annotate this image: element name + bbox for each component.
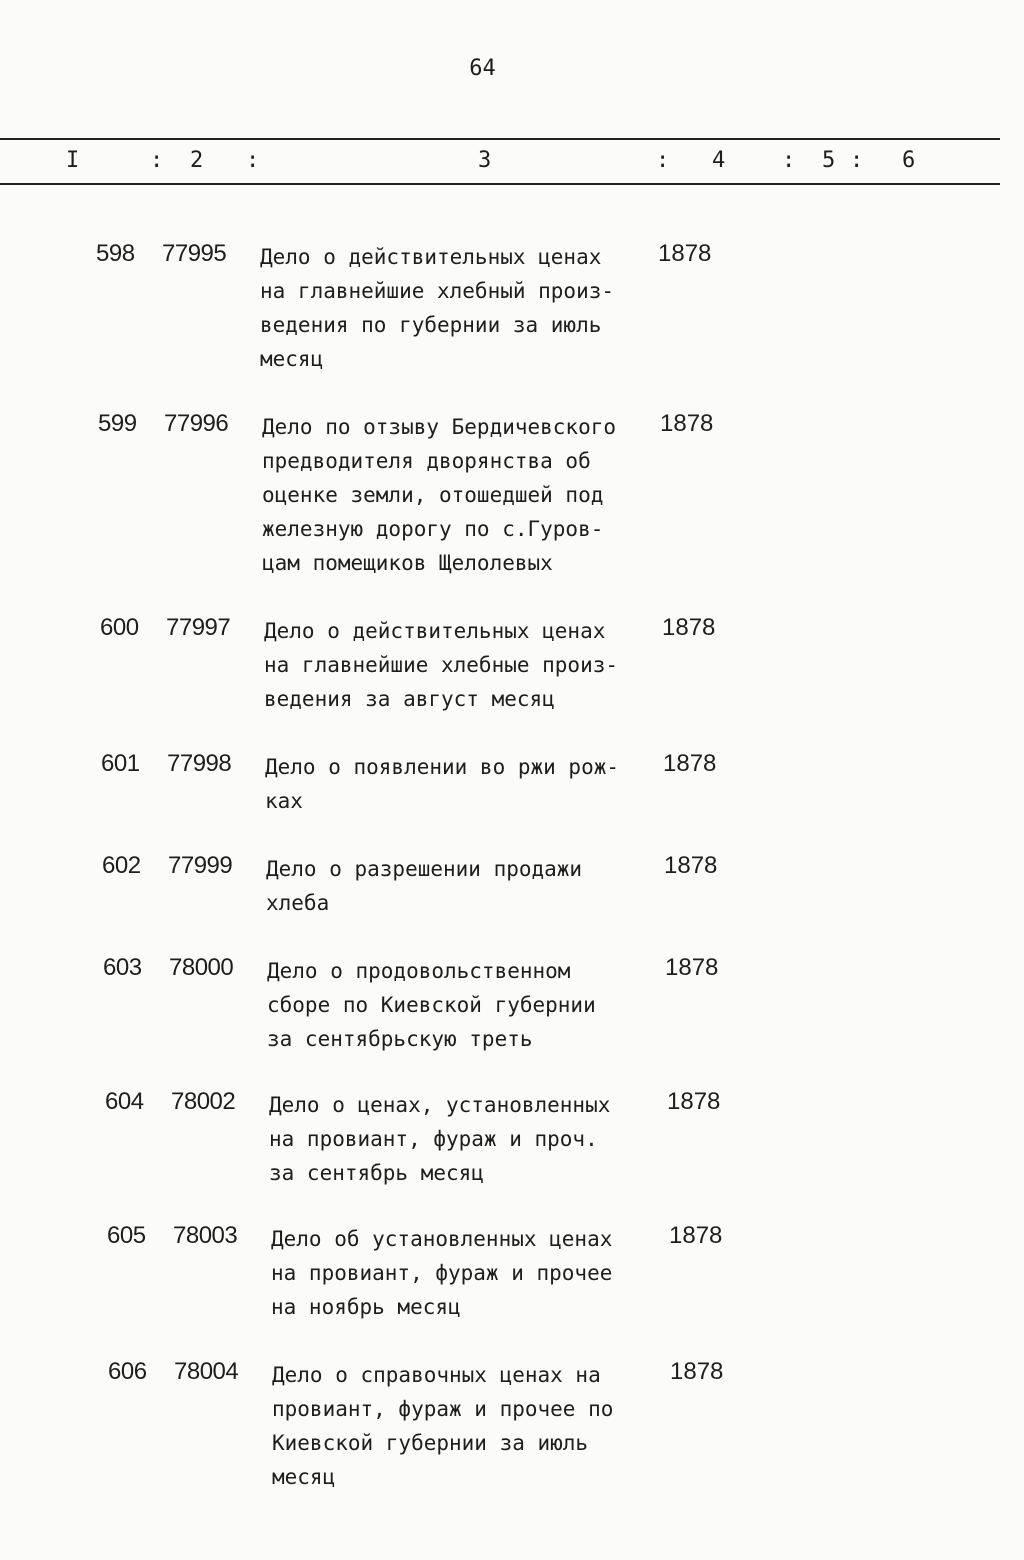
entry-number: 604 bbox=[105, 1088, 144, 1115]
entry-description-line: Дело о действительных ценах bbox=[264, 619, 606, 643]
column-header-6: 6 bbox=[902, 148, 916, 173]
entry-number: 606 bbox=[108, 1358, 147, 1385]
entry-description-line: ках bbox=[265, 789, 303, 813]
entry-year: 1878 bbox=[662, 614, 716, 641]
entry-description-line: цам помещиков Щелолевых bbox=[262, 551, 553, 575]
entry-description-line: на главнейшие хлебные произ- bbox=[264, 653, 619, 677]
entry-description-line: сборе по Киевской губернии bbox=[267, 993, 596, 1017]
entry-description bbox=[262, 410, 662, 580]
column-separator: : bbox=[246, 148, 260, 173]
entry-year: 1878 bbox=[669, 1222, 723, 1249]
entry-description-line: месяц bbox=[272, 1465, 336, 1489]
entry-code: 77996 bbox=[164, 410, 229, 437]
entry-description-line: за сентябрьскую треть bbox=[267, 1027, 533, 1051]
entry-number: 598 bbox=[96, 240, 135, 267]
page-number: 64 bbox=[469, 56, 496, 81]
entry-description-line: хлеба bbox=[266, 891, 330, 915]
entry-code: 77999 bbox=[168, 852, 233, 879]
column-header-1: I bbox=[66, 148, 80, 173]
entry-code: 77995 bbox=[162, 240, 227, 267]
entry-description bbox=[264, 614, 664, 716]
entry-description bbox=[265, 750, 665, 818]
column-header-5: 5 bbox=[822, 148, 836, 173]
entry-code: 78000 bbox=[169, 954, 234, 981]
entry-year: 1878 bbox=[667, 1088, 721, 1115]
entry-description-line: ведения по губернии за июль bbox=[260, 313, 602, 337]
entry-description-line: на ноябрь месяц bbox=[271, 1295, 461, 1319]
entry-number: 599 bbox=[98, 410, 137, 437]
entry-description bbox=[267, 954, 667, 1056]
entry-code: 77998 bbox=[167, 750, 232, 777]
entry-description-line: месяц bbox=[260, 347, 324, 371]
entry-year: 1878 bbox=[670, 1358, 724, 1385]
entry-description bbox=[260, 240, 660, 376]
entry-description bbox=[271, 1222, 671, 1324]
entry-description-line: Дело о разрешении продажи bbox=[266, 857, 583, 881]
entry-code: 78004 bbox=[174, 1358, 239, 1385]
entry-description-line: Дело об установленных ценах bbox=[271, 1227, 613, 1251]
entry-description-line: провиант, фураж и прочее по bbox=[272, 1397, 614, 1421]
entry-number: 601 bbox=[101, 750, 140, 777]
entry-description-line: на провиант, фураж и прочее bbox=[271, 1261, 613, 1285]
entry-year: 1878 bbox=[665, 954, 719, 981]
column-separator: : bbox=[150, 148, 164, 173]
entry-description bbox=[269, 1088, 669, 1190]
entry-description-line: на главнейшие хлебный произ- bbox=[260, 279, 615, 303]
entry-year: 1878 bbox=[658, 240, 712, 267]
entry-description-line: предводителя дворянства об bbox=[262, 449, 591, 473]
entry-description-line: Дело о справочных ценах на bbox=[272, 1363, 601, 1387]
column-separator: : bbox=[656, 148, 670, 173]
column-separator: : bbox=[850, 148, 864, 173]
column-separator: : bbox=[782, 148, 796, 173]
entry-number: 605 bbox=[107, 1222, 146, 1249]
column-header-3: 3 bbox=[478, 148, 492, 173]
entry-description-line: Дело о действительных ценах bbox=[260, 245, 602, 269]
entry-description bbox=[266, 852, 666, 920]
entry-code: 77997 bbox=[166, 614, 231, 641]
entry-number: 602 bbox=[102, 852, 141, 879]
entry-description-line: железную дорогу по с.Гуров- bbox=[262, 517, 604, 541]
column-header-2: 2 bbox=[190, 148, 204, 173]
entry-year: 1878 bbox=[660, 410, 714, 437]
entry-code: 78002 bbox=[171, 1088, 236, 1115]
entry-description-line: Дело о продовольственном bbox=[267, 959, 571, 983]
entry-code: 78003 bbox=[173, 1222, 238, 1249]
entry-description-line: Киевской губернии за июль bbox=[272, 1431, 589, 1455]
entry-year: 1878 bbox=[663, 750, 717, 777]
entry-number: 600 bbox=[100, 614, 139, 641]
entry-description-line: Дело о появлении во ржи рож- bbox=[265, 755, 620, 779]
column-header-4: 4 bbox=[712, 148, 726, 173]
entry-description-line: Дело о ценах, установленных bbox=[269, 1093, 611, 1117]
entry-description-line: Дело по отзыву Бердичевского bbox=[262, 415, 617, 439]
entry-year: 1878 bbox=[664, 852, 718, 879]
entry-number: 603 bbox=[103, 954, 142, 981]
entry-description-line: за сентябрь месяц bbox=[269, 1161, 484, 1185]
entry-description bbox=[272, 1358, 672, 1494]
entry-description-line: ведения за август месяц bbox=[264, 687, 555, 711]
entry-description-line: на провиант, фураж и проч. bbox=[269, 1127, 598, 1151]
entry-description-line: оценке земли, отошедшей под bbox=[262, 483, 604, 507]
